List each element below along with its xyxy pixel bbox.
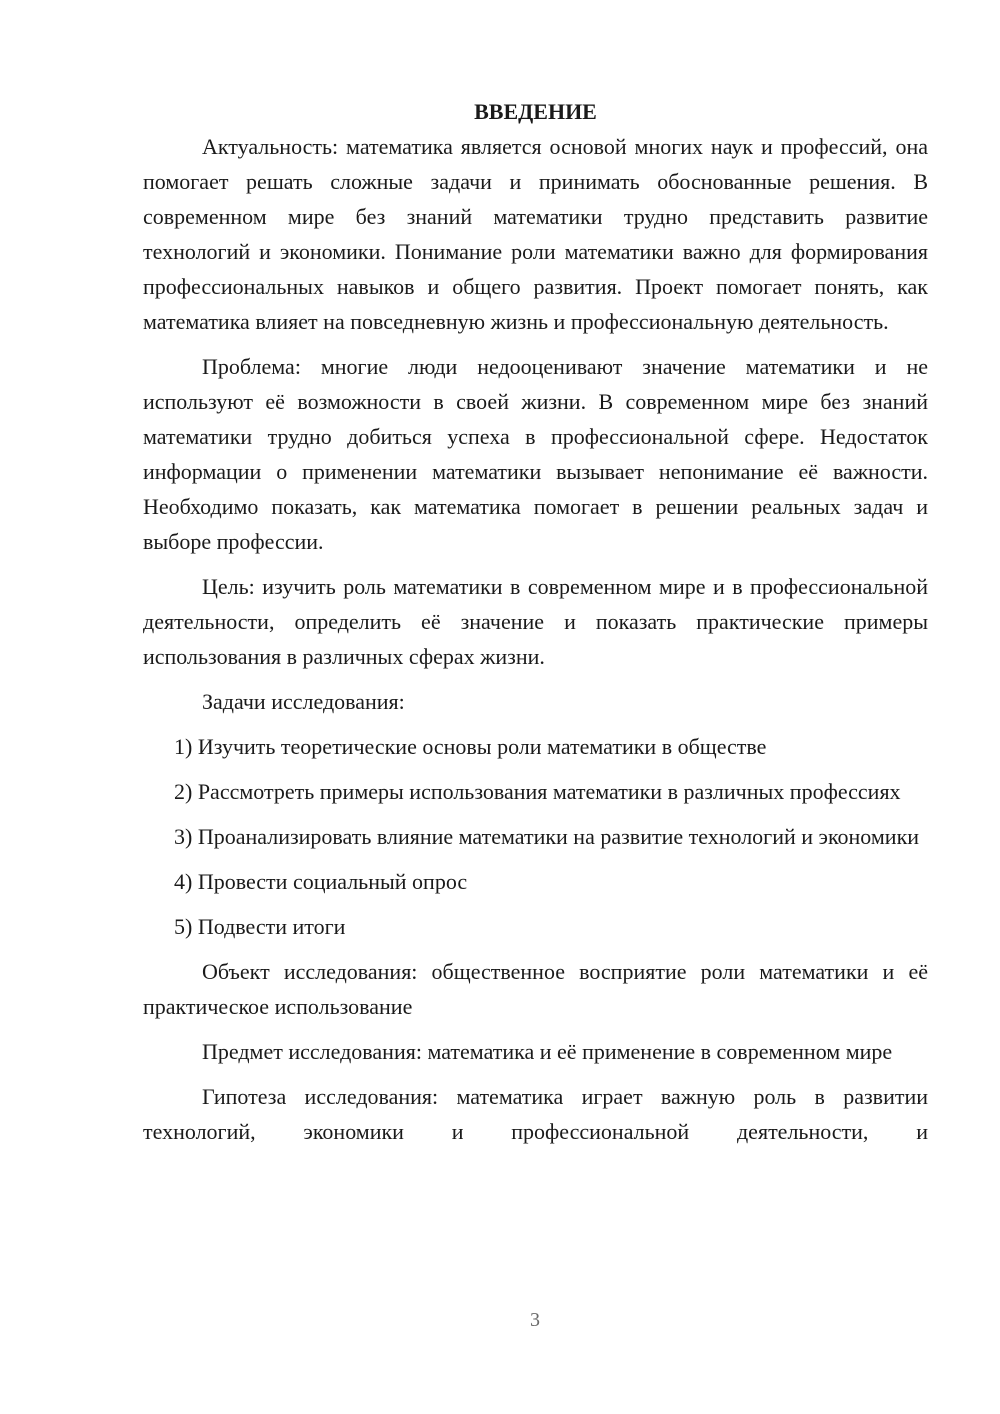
tasks-heading: Задачи исследования: [202, 689, 405, 714]
hypothesis-paragraph: Гипотеза исследования: математика играет важную роль в развитии технологий, экономики и профессиональной деятельности, и [143, 1084, 928, 1144]
object-paragraph: Объект исследования: общественное восприятие роли математики и её практическое использование [143, 959, 928, 1019]
problem-paragraph: Проблема: многие люди недооценивают значение математики и не используют её возможности в своей жизни. В современном мире без знаний математики трудно добиться успеха в профессиональной сфере. Недостаток информации о применении математики вызывает непонимание её важности. Необходимо показать, как математика помогает в решении реальных задач и выборе профессии. [143, 354, 928, 554]
task-item-2: 2) Рассмотреть примеры использования математики в различных профессиях [174, 779, 901, 804]
task-item-1: 1) Изучить теоретические основы роли математики в обществе [174, 734, 767, 759]
section-heading: ВВЕДЕНИЕ [474, 99, 597, 124]
task-item-3: 3) Проанализировать влияние математики на развитие технологий и экономики [174, 824, 920, 849]
task-item-5: 5) Подвести итоги [174, 914, 346, 939]
page-number: 3 [530, 1309, 540, 1331]
task-item-4: 4) Провести социальный опрос [174, 869, 468, 894]
relevance-paragraph: Актуальность: математика является основой многих наук и профессий, она помогает решать сложные задачи и принимать обоснованные решения. В современном мире без знаний математики трудно представить развитие технологий и экономики. Понимание роли математики важно для формирования профессиональных навыков и общего развития. Проект помогает понять, как математика влияет на повседневную жизнь и профессиональную деятельность. [143, 134, 928, 334]
subject-paragraph: Предмет исследования: математика и её применение в современном мире [202, 1039, 893, 1064]
page-content [143, 94, 928, 1159]
goal-paragraph: Цель: изучить роль математики в современном мире и в профессиональной деятельности, определить её значение и показать практические примеры использования в различных сферах жизни. [143, 574, 928, 669]
